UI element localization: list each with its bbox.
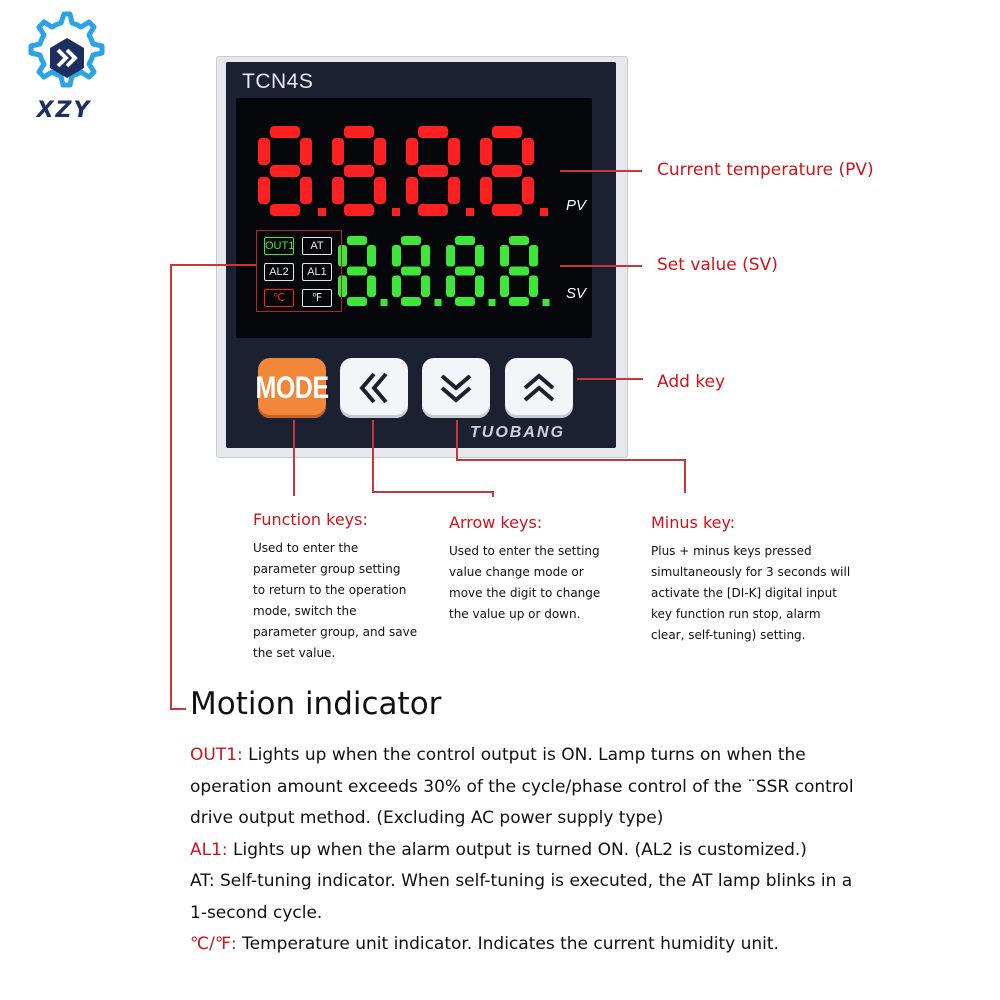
segment (500, 245, 509, 267)
double-chevron-down-icon (436, 368, 476, 408)
segment (344, 126, 374, 138)
indicator-celsius: ℃ (264, 289, 294, 307)
segment (392, 245, 401, 267)
shift-button[interactable] (340, 358, 408, 418)
pv-label: PV (566, 197, 587, 214)
segment (492, 126, 522, 138)
segment (406, 138, 418, 165)
decimal-point (381, 299, 388, 306)
segment (448, 138, 460, 165)
segment (480, 138, 492, 165)
indicator-leader-v (170, 264, 172, 709)
segment (475, 276, 484, 298)
segment (492, 165, 522, 177)
function-keys-title: Function keys: (253, 510, 368, 529)
decimal-point (489, 299, 496, 306)
down-button[interactable] (422, 358, 490, 418)
segment (455, 297, 475, 306)
decimal-point (466, 208, 474, 216)
add-key-callout: Add key (657, 372, 726, 392)
minus-leader-v2 (684, 459, 686, 493)
indicator-group (256, 230, 342, 312)
out1-label: OUT1: (190, 745, 243, 765)
segment (344, 165, 374, 177)
segment (332, 177, 344, 204)
double-chevron-up-icon (519, 368, 559, 408)
pv-callout: Current temperature (PV) (657, 160, 874, 180)
mode-button-label: MODE (255, 369, 329, 405)
model-label: TCN4S (242, 70, 314, 93)
segment (374, 138, 386, 165)
decimal-point (318, 208, 326, 216)
indicator-al2: AL2 (264, 263, 294, 281)
brand-label: TUOBANG (470, 424, 565, 441)
unit-label: ℃/℉: (190, 934, 237, 954)
pv-leader-line (560, 170, 642, 172)
logo-text: XZY (36, 98, 92, 123)
arrow-leader-v1 (372, 420, 374, 492)
segment (347, 267, 367, 276)
arrow-keys-desc: Used to enter the setting value change mode or move the digit to change the value up or down. (449, 544, 601, 621)
indicator-at: AT (302, 237, 332, 255)
segment (418, 126, 448, 138)
segment (446, 276, 455, 298)
indicator-fahrenheit: ℉ (302, 289, 332, 307)
decimal-point (543, 299, 550, 306)
segment (418, 204, 448, 216)
segment (406, 177, 418, 204)
segment (347, 236, 367, 245)
minus-leader-h (456, 459, 685, 461)
function-keys-desc: Used to enter the parameter group setting to return to the operation mode, switch the parameter group, and save the set value. (253, 541, 418, 660)
segment (448, 177, 460, 204)
indicator-leader-h (170, 264, 256, 266)
segment (492, 204, 522, 216)
segment (529, 245, 538, 267)
segment (374, 177, 386, 204)
segment (367, 245, 376, 267)
segment (401, 297, 421, 306)
segment (300, 177, 312, 204)
segment (401, 267, 421, 276)
up-button[interactable] (505, 358, 573, 418)
minus-key-desc: Plus + minus keys pressed simultaneously for 3 seconds will activate the [DI-K] digital input key function run stop, alarm clear, self-tuning) setting. (651, 544, 851, 642)
segment (421, 245, 430, 267)
segment (258, 138, 270, 165)
sv-leader-line (560, 265, 642, 267)
segment (509, 236, 529, 245)
decimal-point (435, 299, 442, 306)
segment (347, 297, 367, 306)
segment (392, 276, 401, 298)
al1-label: AL1: (190, 839, 228, 860)
sv-label: SV (566, 285, 587, 302)
segment (270, 165, 300, 177)
segment (509, 267, 529, 276)
segment (258, 177, 270, 204)
indicator-al1: AL1 (302, 263, 332, 281)
segment (522, 138, 534, 165)
arrow-leader-v2 (492, 491, 494, 497)
segment (529, 276, 538, 298)
double-chevron-left-icon (354, 368, 394, 408)
segment (300, 138, 312, 165)
segment (401, 236, 421, 245)
arrow-leader-h (372, 491, 493, 493)
indicator-out1: OUT1 (264, 237, 294, 255)
sv-callout: Set value (SV) (657, 255, 778, 275)
segment (522, 177, 534, 204)
segment (455, 267, 475, 276)
segment (500, 276, 509, 298)
segment (270, 204, 300, 216)
minus-key-title: Minus key: (651, 513, 736, 532)
segment (421, 276, 430, 298)
decimal-point (392, 208, 400, 216)
sv-display (338, 234, 558, 314)
mode-button[interactable] (255, 358, 329, 418)
segment (480, 177, 492, 204)
arrow-keys-title: Arrow keys: (449, 513, 543, 532)
segment (344, 204, 374, 216)
segment (475, 245, 484, 267)
segment (418, 165, 448, 177)
segment (367, 276, 376, 298)
pv-display (258, 124, 558, 224)
motion-indicator-title: Motion indicator (190, 686, 442, 722)
indicator-leader-foot (170, 708, 186, 710)
segment (332, 138, 344, 165)
segment (446, 245, 455, 267)
segment (270, 126, 300, 138)
segment (455, 236, 475, 245)
minus-leader-v1 (456, 420, 458, 460)
decimal-point (540, 208, 548, 216)
segment (509, 297, 529, 306)
function-leader-v (293, 420, 295, 496)
motion-indicator-body: OUT1: Lights up when the control output is ON. Lamp turns on when the operation amount exceeds 30% of the cycle/phase control of the ¨SSR control drive output method. (Excluding AC power supply type) AL1: Lights up when the alarm output is turned ON. (AL2 is customized.) AT: Self-tuning indicator. When self-tuning is executed, the AT lamp blinks in a 1-second cycle. ℃/℉: Temperature unit indicator. Indicates the current humidity unit. (190, 745, 854, 954)
add-leader-line (577, 378, 643, 380)
